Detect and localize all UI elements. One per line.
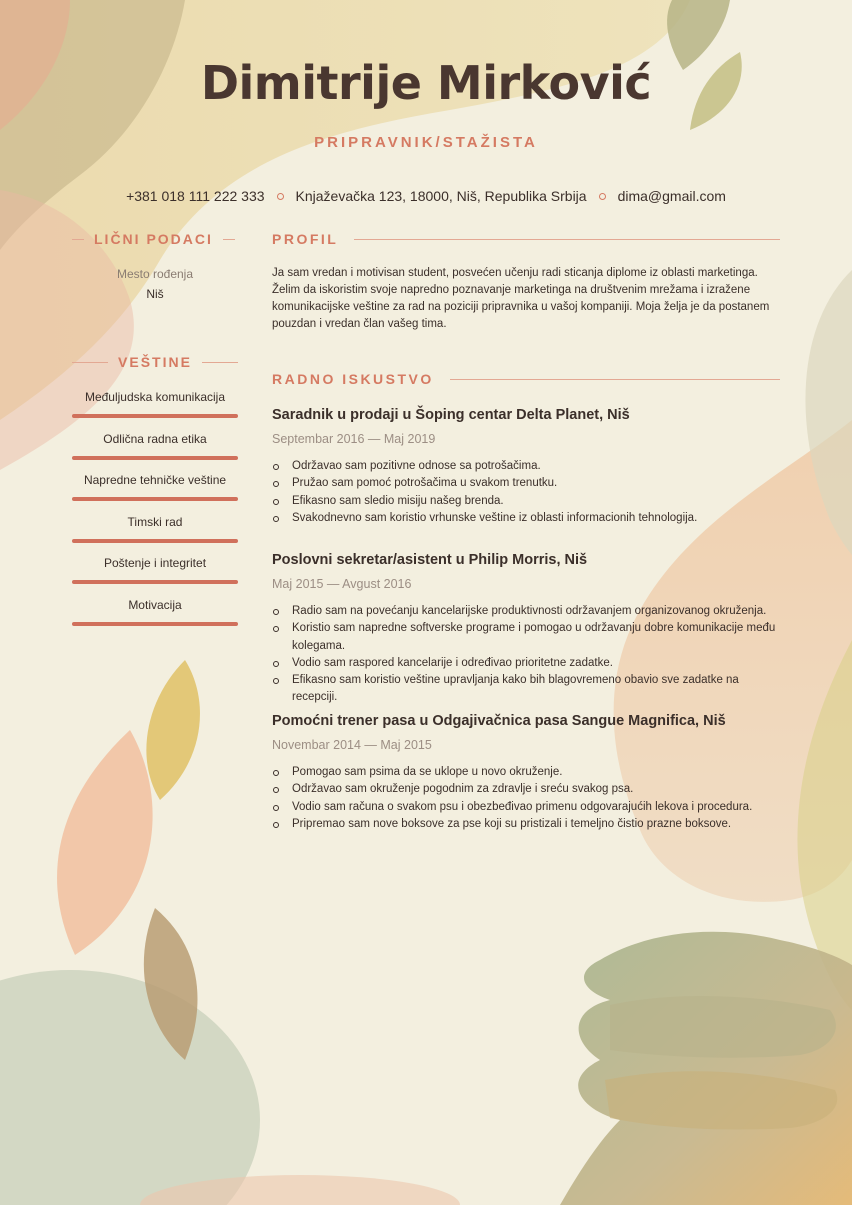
list-item: Efikasno sam sledio misiju našeg brenda. (272, 493, 784, 510)
skill-bar (72, 456, 238, 460)
skill-item (72, 388, 238, 430)
list-item: Održavao sam pozitivne odnose sa potrošačima. (272, 458, 784, 475)
profile-title: PROFIL (272, 231, 339, 247)
job-title: Saradnik u prodaji u Šoping centar Delta Planet, Niš (272, 407, 630, 423)
list-item: Pružao sam pomoć potrošačima u svakom trenutku. (272, 475, 784, 492)
divider (223, 239, 235, 240)
skill-label: Poštenje i integritet (103, 556, 207, 570)
job-dates: Maj 2015 — Avgust 2016 (272, 577, 412, 591)
skills-title: VEŠTINE (118, 354, 192, 370)
divider (72, 239, 84, 240)
job-entry (272, 552, 784, 707)
contact-info (0, 188, 852, 204)
personal-info-title: LIČNI PODACI (94, 231, 213, 247)
list-item: Pripremao sam nove boksove za pse koji su pristizali i temeljno čistio prazne boksove. (272, 816, 784, 833)
separator-dot-icon (599, 193, 606, 200)
job-duties (272, 764, 784, 833)
list-item: Održavao sam okruženje pogodnim za zdravlje i sreću svakog psa. (272, 781, 784, 798)
skill-item (72, 430, 238, 472)
profile-summary: Ja sam vredan i motivisan student, posvećen učenju radi sticanja diplome iz oblasti marketinga. Želim da iskoristim svoje napredno poznavanje marketinga na društvenim mrežama i izražene komunikacijske veštine za rad na poziciji pripravnika u vašoj kompaniji. Moja želja je da postanem pouzdan i vredan član vašeg tima. (272, 267, 770, 330)
divider (202, 362, 238, 363)
skill-label: Napredne tehničke veštine (83, 473, 227, 487)
skill-bar (72, 580, 238, 584)
job-duties (272, 603, 784, 707)
job-title: Pomoćni trener pasa u Odgajivačnica pasa Sangue Magnifica, Niš (272, 713, 726, 729)
list-item: Radio sam na povećanju kancelarijske produktivnosti održavanjem organizovanog okruženja. (272, 603, 784, 620)
job-entry (272, 407, 784, 527)
skill-label: Međuljudska komunikacija (84, 390, 226, 404)
skill-label: Motivacija (128, 597, 182, 612)
job-entry (272, 713, 784, 833)
separator-dot-icon (277, 193, 284, 200)
email-address: dima@gmail.com (617, 188, 726, 204)
candidate-name: Dimitrije Mirković (200, 56, 652, 110)
skill-bar (72, 539, 238, 543)
job-dates: Novembar 2014 — Maj 2015 (272, 738, 432, 752)
skills-heading (72, 354, 238, 370)
skill-bar (72, 497, 238, 501)
skill-bar (72, 414, 238, 418)
experience-title: RADNO ISKUSTVO (272, 371, 434, 387)
divider (450, 379, 780, 380)
job-duties (272, 458, 784, 527)
skill-label: Odlična radna etika (103, 431, 207, 446)
list-item: Koristio sam napredne softverske programe i pomogao u održavanju dobre komunikacije među kolegama. (272, 620, 784, 655)
skill-item (72, 596, 238, 638)
skill-item (72, 554, 238, 596)
skill-item (72, 471, 238, 513)
skill-label: Timski rad (127, 514, 183, 529)
address: Knjaževačka 123, 18000, Niš, Republika Srbija (295, 188, 587, 204)
personal-info-heading (72, 231, 238, 247)
experience-heading (272, 371, 780, 387)
divider (72, 362, 108, 363)
divider (354, 239, 780, 240)
birthplace-label: Mesto rođenja (116, 267, 194, 281)
phone-number: +381 018 111 222 333 (126, 188, 265, 204)
skill-bar (72, 622, 238, 626)
list-item: Efikasno sam koristio veštine upravljanja kako bih blagovremeno obavio sve zadatke na recepciji. (272, 672, 784, 707)
job-dates: Septembar 2016 — Maj 2019 (272, 432, 436, 446)
list-item: Svakodnevno sam koristio vrhunske veštine iz oblasti informacionih tehnologija. (272, 510, 784, 527)
list-item: Pomogao sam psima da se uklope u novo okruženje. (272, 764, 784, 781)
skills-list (72, 388, 238, 637)
profile-heading (272, 231, 780, 247)
job-role-title: PRIPRAVNIK/STAŽISTA (314, 134, 538, 151)
skill-item (72, 513, 238, 555)
job-title: Poslovni sekretar/asistent u Philip Morris, Niš (272, 552, 588, 568)
list-item: Vodio sam raspored kancelarije i određivao prioritetne zadatke. (272, 655, 784, 672)
birthplace-value: Niš (146, 287, 164, 301)
list-item: Vodio sam računa o svakom psu i obezbeđivao primenu odgovarajućih lekova i procedura. (272, 799, 784, 816)
